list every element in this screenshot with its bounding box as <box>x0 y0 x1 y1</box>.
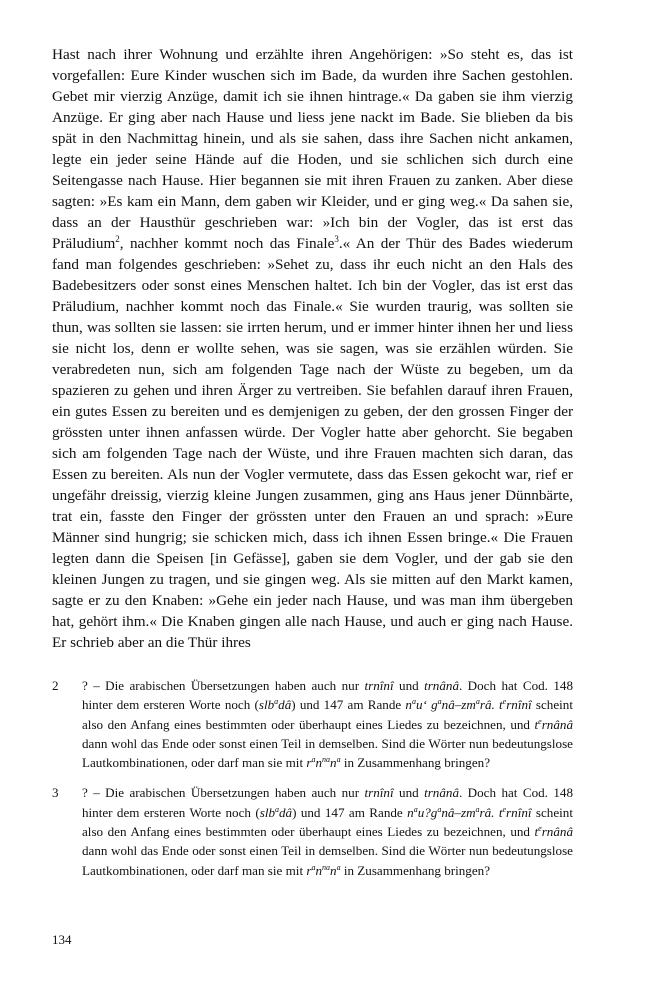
page <box>52 44 573 891</box>
footnotes <box>52 676 573 880</box>
fn-term: $r^an^{na}n^a$ <box>306 862 341 878</box>
fn-text: ) und 147 am Rande <box>292 804 408 820</box>
fn-text: in Zusammenhang bringen? <box>340 755 491 771</box>
fn-text: dann wohl das Ende oder sonst einen Teil in demselben. Sind die Wörter nun bedeutungslose Lautkombinationen, oder darf man sie mit <box>82 843 573 878</box>
footnote-number: 2 <box>52 678 59 693</box>
fn-text: ) und 147 am Rande <box>291 697 406 713</box>
fn-term: slb$^a$dâ <box>258 697 292 713</box>
fn-term: $r^an^{na}n^a$ <box>306 755 341 771</box>
footnote-2 <box>52 676 573 772</box>
fn-text: . Doch hat Cod. 148 hinter dem ersteren Worte noch ( <box>82 678 574 713</box>
fn-term: trnânâ <box>424 678 459 693</box>
fn-text: in Zusammenhang bringen? <box>340 862 491 878</box>
body-paragraph <box>52 44 573 653</box>
page-number: 134 <box>52 932 72 947</box>
footnote-3 <box>52 783 573 879</box>
body-text-part-1: Hast nach ihrer Wohnung und erzählte ihren Angehörigen: »So steht es, das ist vorgefallen: Eure Kinder wuschen sich im Bade, da wurden ihre Sachen gestohlen. Gebet mir vierzig Anzüge, damit ich sie ihnen hintrage.« Da gaben sie ihm vierzig Anzüge. Er ging aber nach Hause und liess jene nackt im Bade. Sie blieben da bis spät in den Nachmittag hinein, und als sie sahen, dass ihre Sachen nicht ankamen, legte ein jeder seine Hände auf die Hoden, und sie schlichen sich durch eine Seitengasse nach Hause. Hier begannen sie mit ihren Frauen zu zanken. Aber diese sagten: »Es kam ein Mann, dem gaben wir Kleider, und er ging weg.« Da sahen sie, dass an der Hausthür geschrieben war: »Ich bin der Vogler, das ist erst das Präludium <box>52 46 573 252</box>
body-text-part-3: .« An der Thür des Bades wiederum fand man folgendes geschrieben: »Sehet zu, dass ihr euch nicht an den Hals des Badebesitzers oder sonst eines Menschen haltet. Ich bin der Vogler, das ist erst das Präludium, nachher kommt noch das Finale.« Sie wurden traurig, was sollten sie thun, was sollten sie lassen: sie irrten herum, und er immer hinter ihnen her und liess sie nicht los, denn er wollte sehen, was sie sagen, was sie erzählen würden. Sie verabredeten nun, sich am folgenden Tage nach der Wüste zu begeben, um da spazieren zu gehen und ihren Ärger zu vertreiben. Sie befahlen darauf ihren Frauen, ein gutes Essen zu bereiten und es demjenigen zu geben, der den grossen Finger der grössten unter ihnen anfassen würde. Der Vogler hatte aber gehorcht. Sie begaben sich am folgenden Tage nach der Wüste, und ihre Frauen machten sich daran, das Essen zu bereiten. Als nun der Vogler vermutete, dass das Essen gekocht war, rief er ungefähr dreissig, vierzig kleine Jungen zusammen, ging ans Haus jener Dünnbärte, trat ein, fasste den Finger der grössten unter den Frauen an und sprach: »Eure Männer sind hungrig; sie schicken mich, dass ich ihnen Essen bringe.« Die Frauen legten dann die Speisen [in Gefässe], gaben sie dem Vogler, und der gab sie den kleinen Jungen zu tragen, und sie gingen weg. Als sie mitten auf den Markt kamen, sagte er zu den Knaben: »Gehe ein jeder nach Hause, und was man ihm übergeben hat, gehört ihm.« Die Knaben gingen alle nach Hause, und auch er ging nach Hause. Er schrieb aber an die Thür ihres <box>52 235 574 651</box>
fn-text: und <box>393 678 425 693</box>
fn-text: ? – Die arabischen Übersetzungen haben auch nur <box>82 785 365 801</box>
footnote-text <box>82 676 573 772</box>
fn-text: ? – Die arabischen Übersetzungen haben auch nur <box>82 678 365 693</box>
fn-term: $t^ernânâ$ <box>534 716 573 732</box>
fn-text: und <box>393 785 425 801</box>
fn-term: trnînî <box>364 785 394 801</box>
fn-text: scheint also den Anfang eines bestimmten oder überhaupt eines Liedes zu bezeichnen, und <box>82 697 573 732</box>
footnote-text <box>82 783 573 879</box>
fn-term: $n^au‘$ $g^anâ-zm^arâ$. $t^ernînî$ <box>405 697 532 713</box>
fn-term: trnânâ <box>424 785 459 801</box>
footnote-ref-2[interactable]: 2 <box>115 234 120 244</box>
body-text-part-2: , nachher kommt noch das Finale <box>119 235 335 252</box>
fn-text: dann wohl das Ende oder sonst einen Teil in demselben. Sind die Wörter nun bedeutungslose Lautkombinationen, oder darf man sie mit <box>82 735 573 771</box>
fn-text: scheint also den Anfang eines bestimmten oder überhaupt eines Liedes zu bezeichnen, und <box>82 804 573 840</box>
fn-term: trnînî <box>364 678 394 693</box>
fn-term: $n^au?g^anâ-zm^arâ$. $t^ernînî$ <box>407 804 532 820</box>
fn-term: $t^ernânâ$ <box>534 824 573 840</box>
fn-text: . Doch hat Cod. 148 hinter dem ersteren Worte noch ( <box>82 785 574 820</box>
footnote-number: 3 <box>52 785 59 801</box>
fn-term: slb$^a$dâ <box>259 804 293 820</box>
footnote-ref-3[interactable]: 3 <box>334 234 339 244</box>
